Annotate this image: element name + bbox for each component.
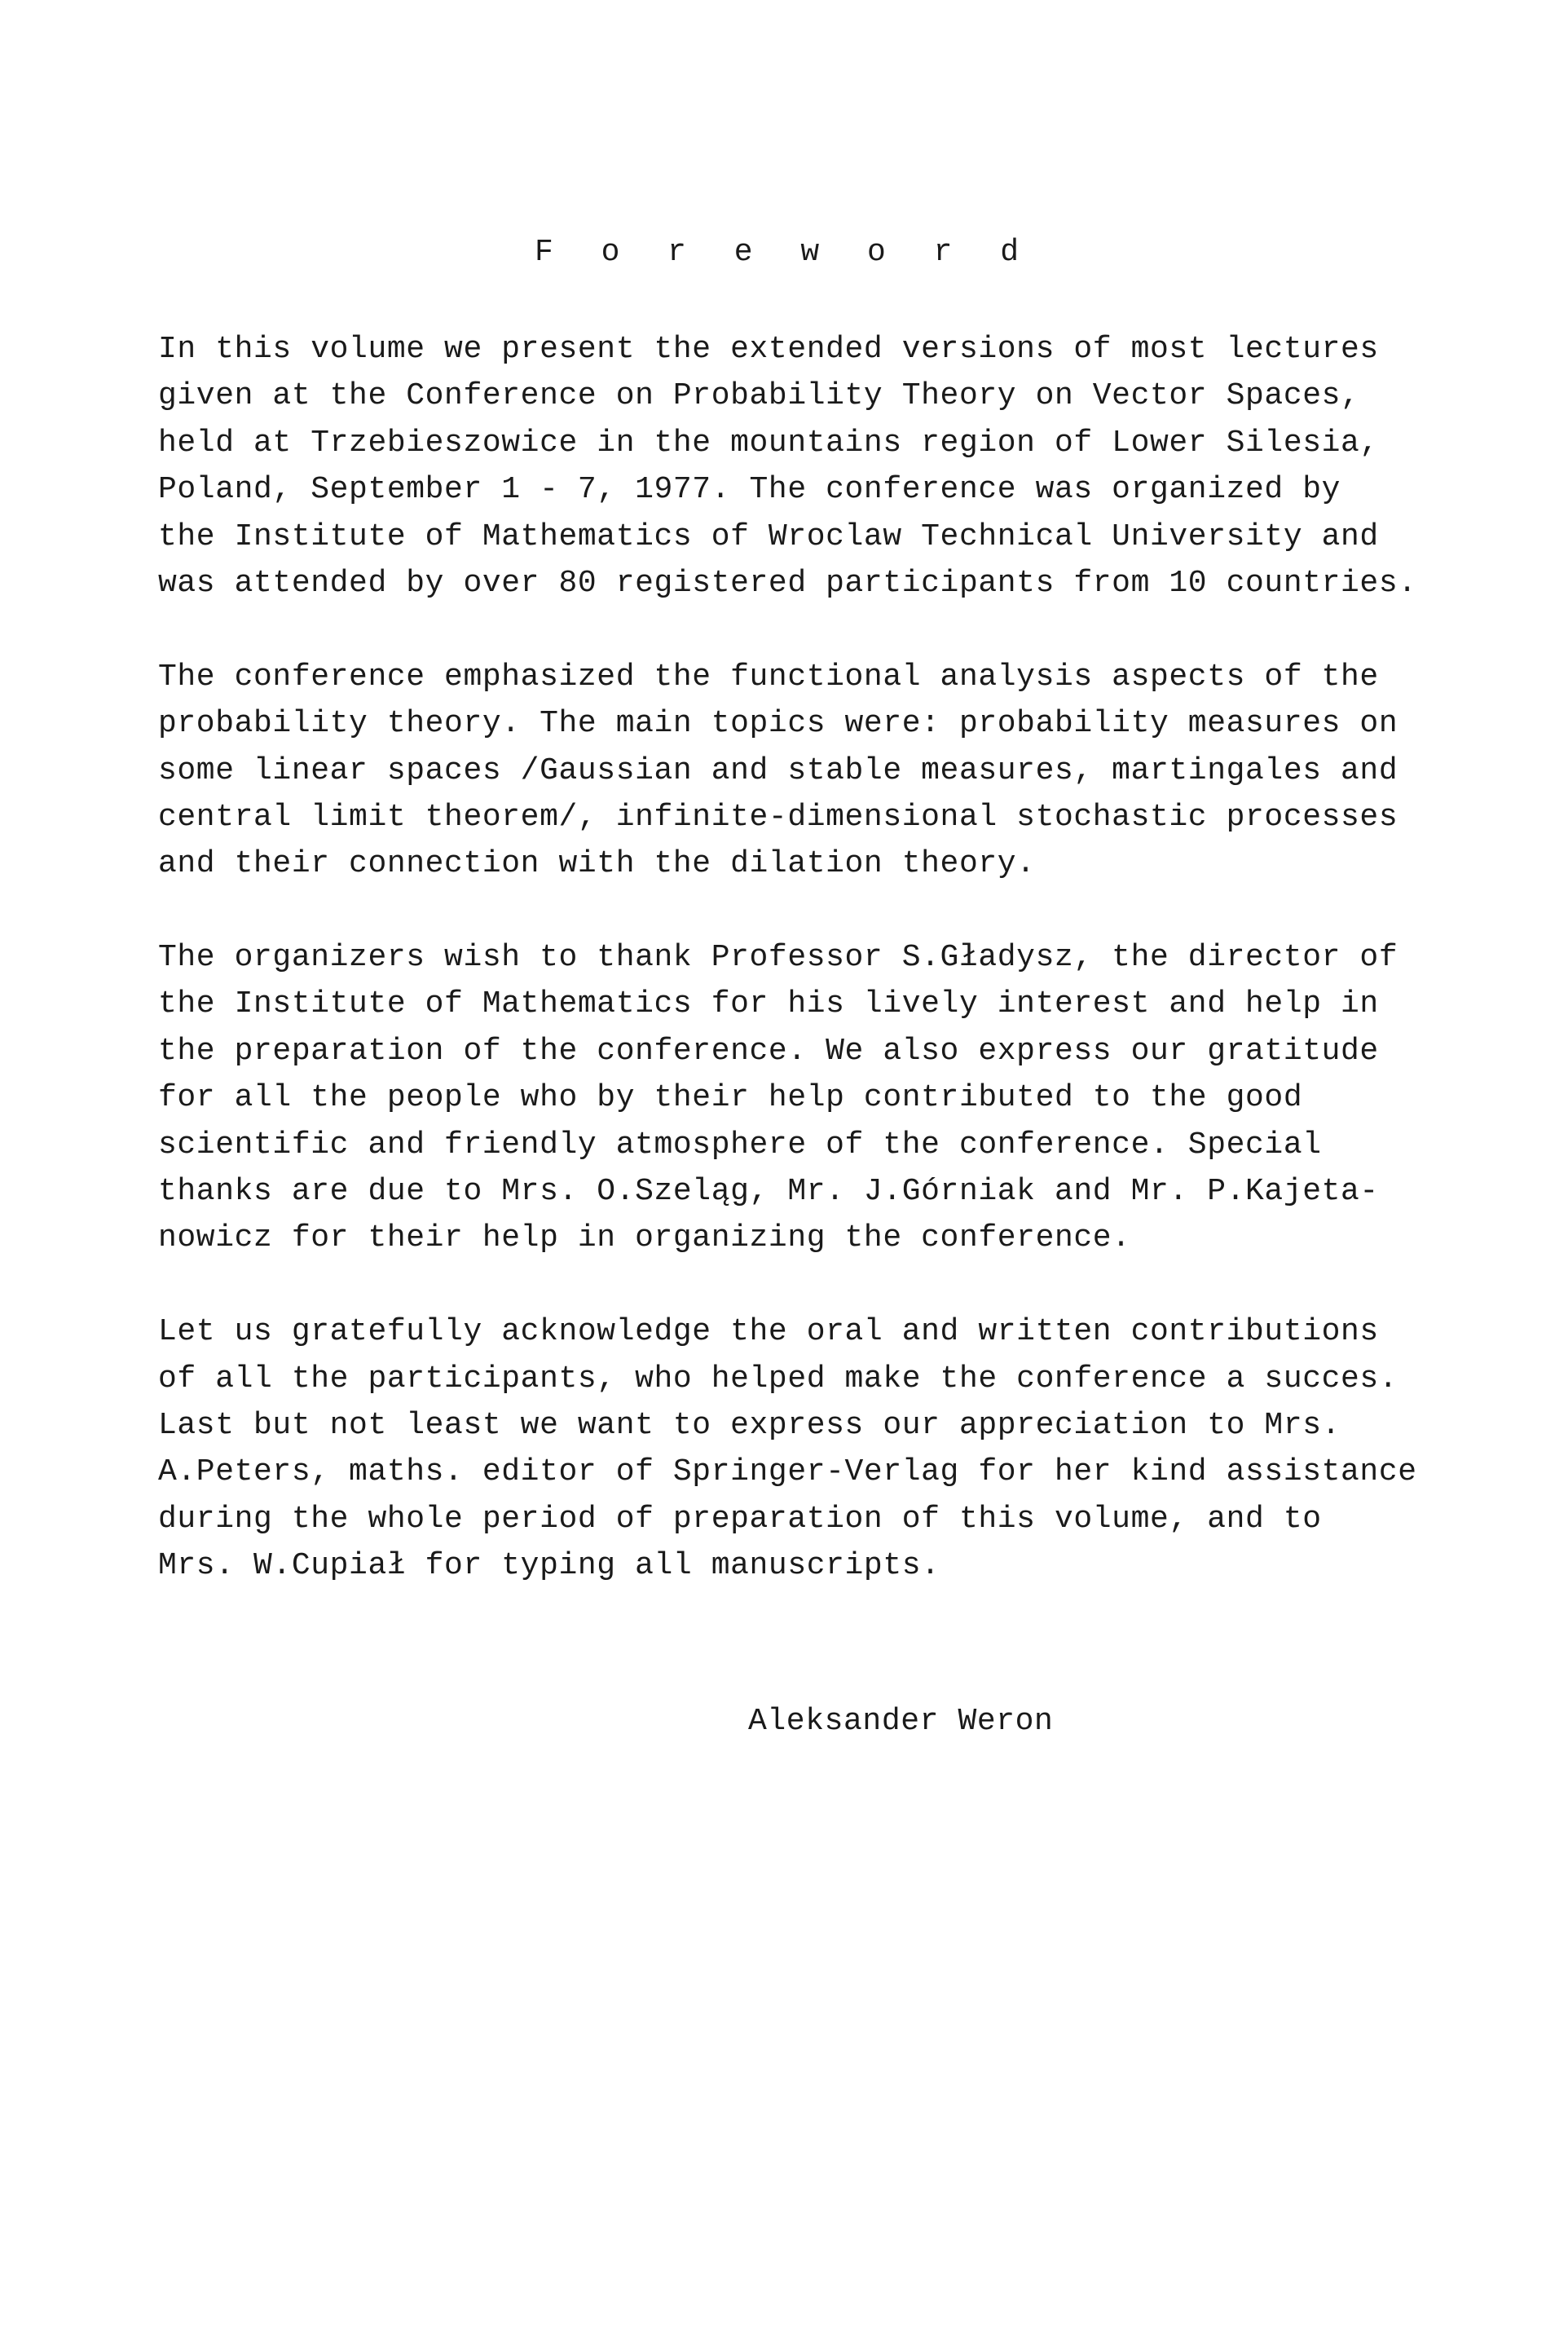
text-line: for all the people who by their help contributed to the good	[158, 1080, 1303, 1116]
foreword-body	[158, 326, 1544, 1636]
text-line: The conference emphasized the functional analysis aspects of the	[158, 659, 1379, 695]
text-line: given at the Conference on Probability Theory on Vector Spaces,	[158, 378, 1360, 414]
text-line: thanks are due to Mrs. O.Szeląg, Mr. J.Górniak and Mr. P.Kajeta-	[158, 1174, 1379, 1210]
paragraph-thanks	[158, 934, 1544, 1262]
text-line: the preparation of the conference. We also express our gratitude	[158, 1033, 1379, 1069]
text-line: some linear spaces /Gaussian and stable measures, martingales and	[158, 752, 1398, 788]
paragraph-acknowledgement	[158, 1308, 1544, 1589]
text-line: central limit theorem/, infinite-dimensional stochastic processes	[158, 799, 1398, 835]
author-signature: Aleksander Weron	[748, 1704, 1054, 1739]
text-line: Let us gratefully acknowledge the oral and written contributions	[158, 1314, 1379, 1350]
text-line: during the whole period of preparation of this volume, and to	[158, 1501, 1322, 1537]
page-title: F o r e w o r d	[534, 235, 1034, 270]
text-line: nowicz for their help in organizing the conference.	[158, 1220, 1131, 1256]
text-line: A.Peters, maths. editor of Springer-Verlag for her kind assistance	[158, 1454, 1417, 1490]
text-line: the Institute of Mathematics of Wroclaw Technical University and	[158, 518, 1379, 554]
text-line: The organizers wish to thank Professor S.Gładysz, the director of	[158, 940, 1398, 976]
paragraph-topics	[158, 654, 1544, 888]
text-line: was attended by over 80 registered participants from 10 countries.	[158, 565, 1417, 601]
paragraph-intro	[158, 326, 1544, 607]
text-line: In this volume we present the extended versions of most lectures	[158, 332, 1379, 367]
text-line: scientific and friendly atmosphere of the conference. Special	[158, 1127, 1322, 1162]
text-line: Poland, September 1 - 7, 1977. The conference was organized by	[158, 472, 1341, 508]
text-line: Mrs. W.Cupiał for typing all manuscripts.	[158, 1548, 940, 1584]
text-line: the Institute of Mathematics for his lively interest and help in	[158, 986, 1379, 1022]
text-line: held at Trzebieszowice in the mountains region of Lower Silesia,	[158, 425, 1379, 461]
text-line: probability theory. The main topics were: probability measures on	[158, 706, 1398, 742]
text-line: and their connection with the dilation theory.	[158, 846, 1036, 882]
text-line: Last but not least we want to express our appreciation to Mrs.	[158, 1407, 1341, 1443]
text-line: of all the participants, who helped make the conference a succes.	[158, 1361, 1398, 1396]
